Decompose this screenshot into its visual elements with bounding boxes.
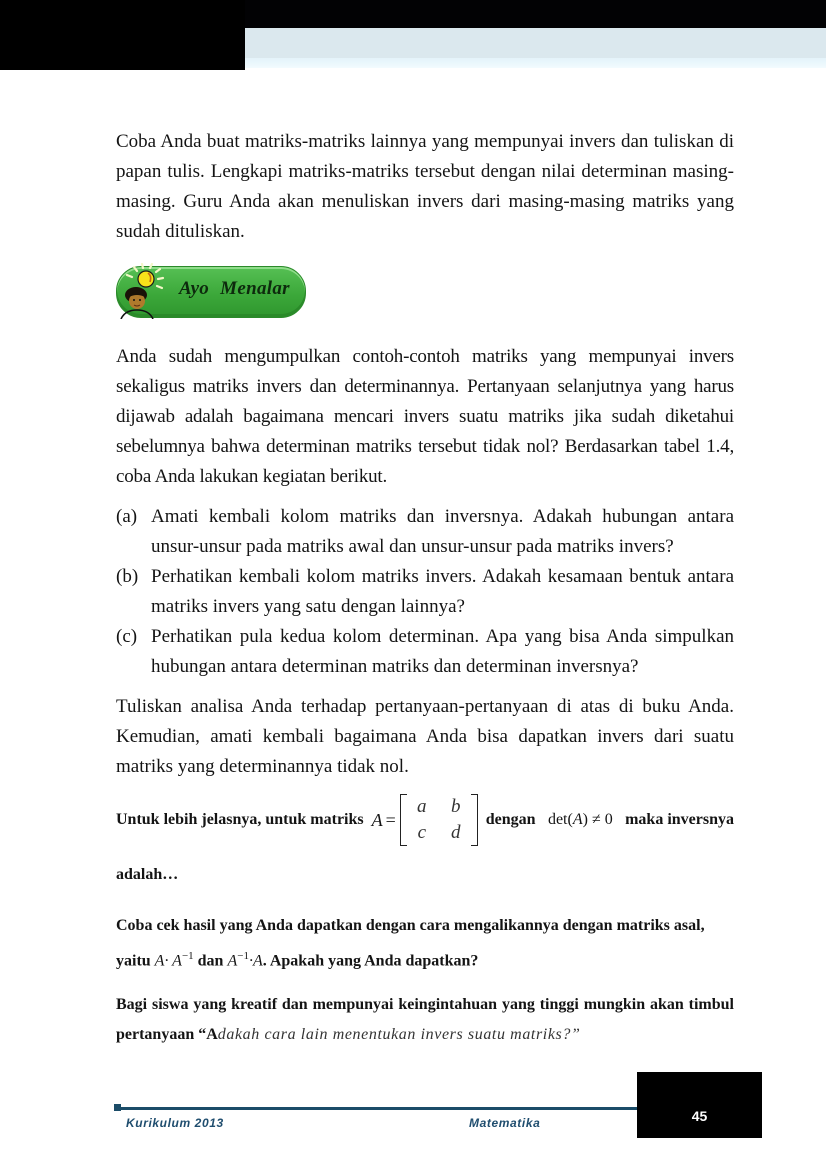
footer-subject-label: Matematika — [469, 1116, 541, 1130]
matrix-cell: a — [417, 796, 427, 817]
list-text: Perhatikan kembali kolom matriks invers. Adakah kesamaan bentuk antara matriks invers yang satu dengan lainnya? — [151, 566, 734, 617]
det-function: det( — [547, 811, 573, 828]
list-item — [116, 622, 734, 682]
list-item — [116, 562, 734, 622]
analysis-paragraph: Tuliskan analisa Anda terhadap pertanyaan-pertanyaan di atas di buku Anda. Kemudian, amati kembali bagaimana Anda bisa dapatkan invers dari suatu matriks yang determinannya tidak nol. — [116, 696, 734, 777]
list-text: Amati kembali kolom matriks dan inversnya. Adakah hubungan antara unsur-unsur pada matriks awal dan unsur-unsur pada matriks invers? — [151, 506, 734, 557]
list-marker: (a) — [116, 506, 138, 527]
matrix-statement-prefix: Untuk lebih jelasnya, untuk matriks — [116, 811, 364, 828]
check-prefix: yaitu — [116, 952, 155, 970]
exponent: −1 — [181, 950, 194, 962]
exponent: −1 — [237, 950, 249, 962]
determinant-condition — [548, 811, 613, 829]
matrix-2x2 — [400, 794, 478, 846]
list-item — [116, 502, 734, 562]
check-and: dan — [193, 952, 228, 970]
equals-sign: = — [385, 809, 396, 830]
header-dark-block — [0, 0, 245, 70]
matrix-statement — [116, 792, 734, 848]
list-marker: (b) — [116, 566, 139, 587]
expr-dot-a: ·A — [248, 952, 263, 970]
det-not-zero: ) ≠ 0 — [582, 811, 613, 828]
det-variable: A — [572, 811, 583, 828]
badge-label: Ayo Menalar — [179, 278, 290, 299]
matrix-statement-suffix: maka inversnya — [625, 811, 734, 828]
list-marker: (c) — [116, 626, 138, 647]
creative-quote: dakah cara lain menentukan invers suatu matriks?” — [217, 1026, 581, 1043]
expr-ainv: A — [227, 952, 238, 970]
matrix-cell: c — [417, 822, 426, 843]
page-number: 45 — [691, 1108, 708, 1124]
student-lightbulb-icon — [115, 263, 175, 319]
footer-rule — [117, 1107, 639, 1110]
page-number-box — [637, 1072, 762, 1138]
reasoning-paragraph: Anda sudah mengumpulkan contoh-contoh matriks yang mempunyai invers sekaligus matriks invers dan determinannya. Pertanyaan selanjutnya yang harus dijawab adalah bagaimana mencari invers suatu matriks jika sudah diketahui sebelumnya bahwa determinan matriks tersebut tidak nol? Berdasarkan tabel 1.4, coba Anda lakukan kegiatan berikut. — [116, 346, 734, 487]
matrix-statement-rest — [486, 811, 734, 829]
header-light-band — [245, 28, 826, 58]
matrix-cell: d — [451, 822, 461, 843]
matrix-name: A — [371, 809, 383, 830]
creative-text: Bagi siswa yang kreatif dan mempunyai keingintahuan yang tinggi mungkin akan timbul pertanyaan “A — [116, 996, 734, 1043]
check-paragraph — [116, 911, 734, 976]
list-text: Perhatikan pula kedua kolom determinan. Apa yang bisa Anda simpulkan hubungan antara determinan matriks dan determinan inversnya? — [151, 626, 734, 677]
footer-curriculum-label: Kurikulum 2013 — [126, 1116, 224, 1130]
header-light-stripes — [245, 58, 826, 68]
matrix-statement-continuation: adalah… — [116, 866, 179, 883]
footer-rule-marker — [114, 1104, 121, 1111]
creative-paragraph — [116, 990, 734, 1050]
activity-list — [116, 502, 734, 682]
check-line-1: Coba cek hasil yang Anda dapatkan dengan cara mengalikannya dengan matriks asal, — [116, 917, 705, 934]
expr-a-ainv: A· A — [154, 952, 182, 970]
ayo-menalar-badge — [116, 266, 306, 318]
check-suffix: . Apakah yang Anda dapatkan? — [262, 952, 479, 970]
intro-paragraph: Coba Anda buat matriks-matriks lainnya yang mempunyai invers dan tuliskan di papan tulis. Lengkapi matriks-matriks tersebut dengan nilai determinan masing-masing. Guru Anda akan menuliskan invers dari masing-masing matriks yang sudah dituliskan. — [116, 131, 734, 242]
matrix-statement-mid: dengan — [485, 811, 536, 828]
matrix-cell: b — [451, 796, 461, 817]
